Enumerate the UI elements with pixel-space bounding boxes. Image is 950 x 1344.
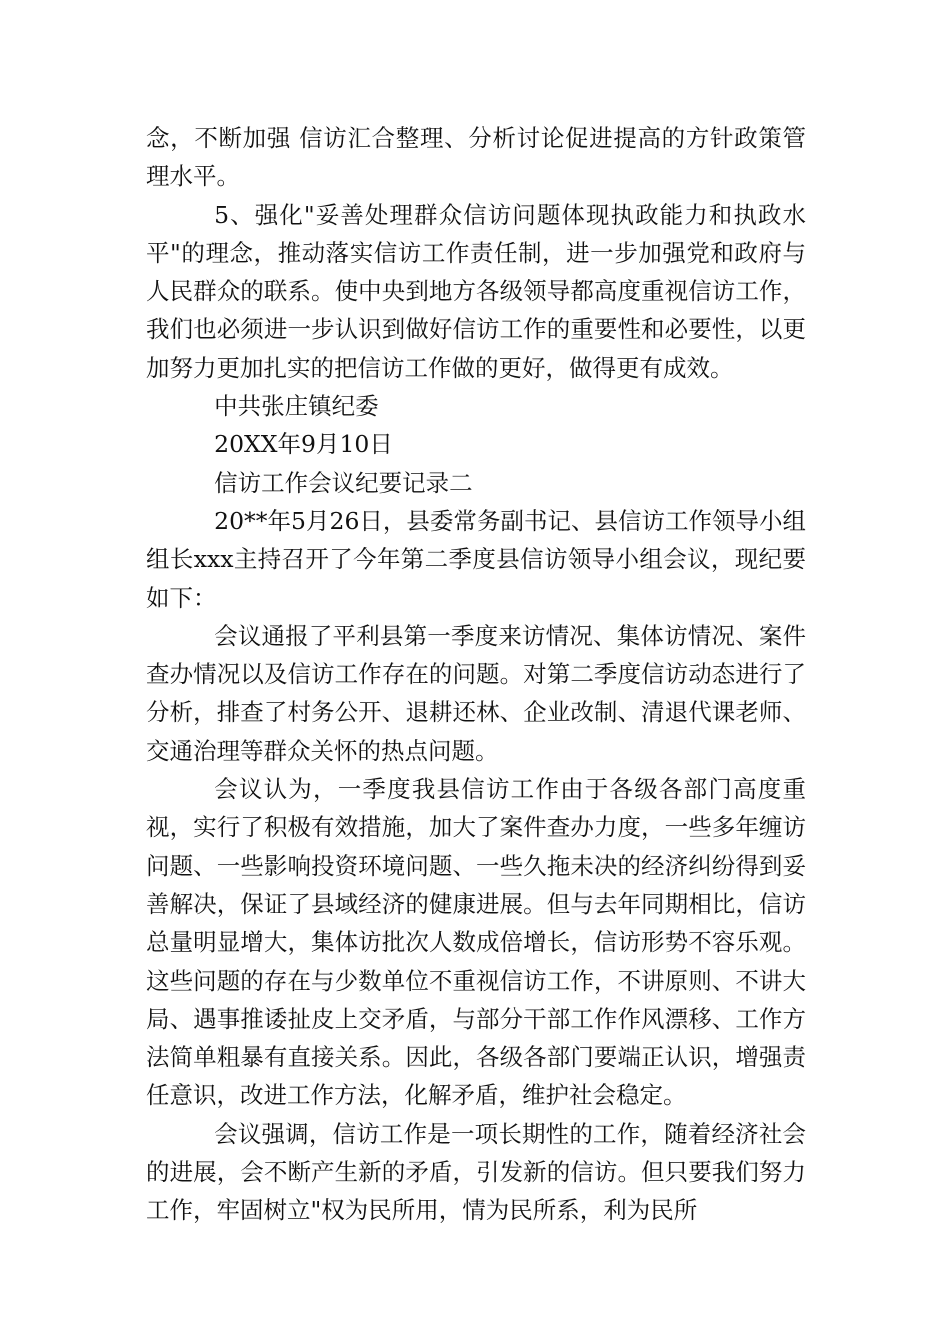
paragraph-meeting-intro: 20**年5月26日，县委常务副书记、县信访工作领导小组组长xxx主持召开了今年第二季度县信访领导小组会议，现纪要如下： — [146, 506, 806, 612]
signature-organization: 中共张庄镇纪委 — [214, 392, 379, 421]
paragraph-meeting-emphasis: 会议强调，信访工作是一项长期性的工作，随着经济社会的进展，会不断产生新的矛盾，引发新的信访。但只要我们努力工作，牢固树立"权为民所用，情为民所系，利为民所 — [146, 1119, 806, 1225]
paragraph-meeting-report: 会议通报了平利县第一季度来访情况、集体访情况、案件查办情况以及信访工作存在的问题。对第二季度信访动态进行了分析，排查了村务公开、退耕还林、企业改制、清退代课老师、交通治理等群众关怀的热点问题。 — [146, 621, 806, 765]
document-body — [146, 119, 806, 1230]
paragraph-item-5: 5、强化"妥善处理群众信访问题体现执政能力和执政水平"的理念，推动落实信访工作责任制，进一步加强党和政府与人民群众的联系。使中央到地方各级领导都高度重视信访工作，我们也必须进一步认识到做好信访工作的重要性和必要性，以更加努力更加扎实的把信访工作做的更好，做得更有成效。 — [146, 200, 806, 382]
paragraph-continuation: 念，不断加强 信访汇合整理、分析讨论促进提高的方针政策管理水平。 — [146, 124, 806, 191]
signature-date: 20XX年9月10日 — [214, 430, 393, 459]
section-title: 信访工作会议纪要记录二 — [214, 468, 473, 497]
paragraph-meeting-view: 会议认为，一季度我县信访工作由于各级各部门高度重视，实行了积极有效措施，加大了案件查办力度，一些多年缠访问题、一些影响投资环境问题、一些久拖未决的经济纠纷得到妥善解决，保证了县域经济的健康进展。但与去年同期相比，信访总量明显增大，集体访批次人数成倍增长，信访形势不容乐观。这些问题的存在与少数单位不重视信访工作，不讲原则、不讲大局、遇事推诿扯皮上交矛盾，与部分干部工作作风漂移、工作方法简单粗暴有直接关系。因此，各级各部门要端正认识，增强责任意识，改进工作方法，化解矛盾，维护社会稳定。 — [146, 775, 806, 1110]
